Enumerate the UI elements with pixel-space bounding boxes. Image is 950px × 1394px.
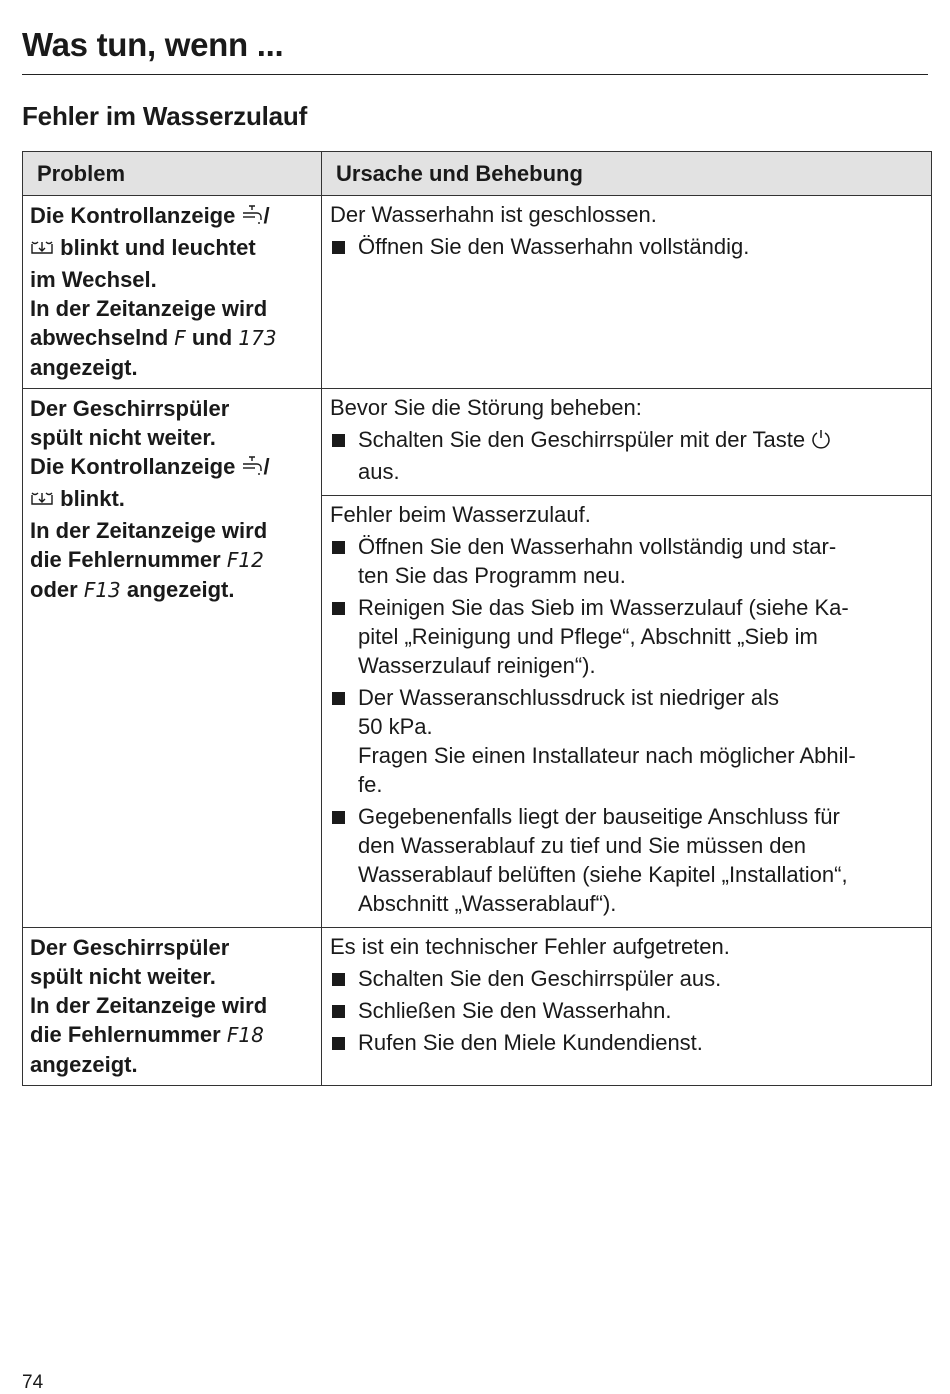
bullet-item: Schalten Sie den Geschirrspüler aus. [330, 964, 923, 993]
bullet-line: Fragen Sie einen Installateur nach möglicher Abhil- [358, 743, 856, 768]
display-code: F13 [83, 578, 121, 602]
problem-text: die Fehlernummer [30, 1022, 221, 1047]
problem-text: Der Geschirrspüler [30, 935, 230, 960]
cause-intro: Der Wasserhahn ist geschlossen. [330, 202, 657, 227]
bullet-item [330, 425, 923, 486]
cause-cell [322, 196, 932, 389]
cause-cell [322, 389, 932, 496]
cause-cell [322, 928, 932, 1086]
table-header-row [23, 152, 932, 196]
bullet-line: Reinigen Sie das Sieb im Wasserzulauf (siehe Ka- [358, 595, 849, 620]
problem-text: Der Geschirrspüler [30, 396, 230, 421]
bullet-text: aus. [358, 459, 400, 484]
slash-text: / [263, 454, 270, 479]
cause-intro: Es ist ein technischer Fehler aufgetreten. [330, 934, 730, 959]
problem-text: In der Zeitanzeige wird [30, 993, 268, 1018]
bullet-item: Schließen Sie den Wasserhahn. [330, 996, 923, 1025]
bullet-item: Öffnen Sie den Wasserhahn vollständig. [330, 232, 923, 261]
display-code: F12 [226, 548, 264, 572]
water-tap-icon [241, 455, 263, 484]
section-title: Fehler im Wasserzulauf [22, 101, 308, 131]
bullet-line: den Wasserablauf zu tief und Sie müssen den [358, 833, 807, 858]
bullet-item: Rufen Sie den Miele Kundendienst. [330, 1028, 923, 1057]
problem-text: die Fehlernummer [30, 547, 221, 572]
water-drain-icon [30, 487, 54, 516]
problem-text: oder [30, 577, 78, 602]
cause-intro: Bevor Sie die Störung beheben: [330, 395, 642, 420]
problem-text: blinkt und leuchtet [60, 235, 256, 260]
bullet-line: pitel „Reinigung und Pflege“, Abschnitt „Sieb im [358, 624, 818, 649]
table-row [23, 928, 932, 1086]
problem-text: spült nicht weiter. [30, 425, 216, 450]
troubleshooting-table [22, 151, 932, 1086]
bullet-line: fe. [358, 772, 383, 797]
water-tap-icon [241, 204, 263, 233]
cause-intro: Fehler beim Wasserzulauf. [330, 502, 591, 527]
display-code: F18 [226, 1023, 264, 1047]
table-row [23, 389, 932, 496]
page-number: 74 [22, 1372, 44, 1393]
problem-text: angezeigt. [30, 355, 138, 380]
display-code: 173 [238, 326, 277, 350]
problem-text: Die Kontrollanzeige [30, 454, 236, 479]
power-icon [811, 428, 831, 457]
bullet-line: ten Sie das Programm neu. [358, 563, 626, 588]
bullet-line: Wasserablauf belüften (siehe Kapitel „Installation“, [358, 862, 848, 887]
bullet-item [330, 532, 923, 590]
problem-text: spült nicht weiter. [30, 964, 216, 989]
problem-text: angezeigt. [30, 1052, 138, 1077]
problem-text: In der Zeitanzeige wird [30, 296, 268, 321]
problem-cell [23, 928, 322, 1086]
bullet-item [330, 593, 923, 680]
bullet-line: 50 kPa. [358, 714, 433, 739]
bullet-item [330, 683, 923, 799]
bullet-line: Öffnen Sie den Wasserhahn vollständig und star- [358, 534, 837, 559]
problem-text: In der Zeitanzeige wird [30, 518, 268, 543]
bullet-line: Abschnitt „Wasserablauf“). [358, 891, 617, 916]
problem-text: abwechselnd [30, 325, 169, 350]
problem-cell [23, 389, 322, 928]
problem-text: und [191, 325, 233, 350]
problem-text: blinkt. [60, 486, 125, 511]
problem-text: Die Kontrollanzeige [30, 203, 236, 228]
problem-text: angezeigt. [126, 577, 235, 602]
water-drain-icon [30, 236, 54, 265]
slash-text: / [263, 203, 270, 228]
column-header-cause: Ursache und Behebung [322, 152, 932, 196]
bullet-line: Der Wasseranschlussdruck ist niedriger als [358, 685, 779, 710]
page-title: Was tun, wenn ... [22, 26, 928, 75]
bullet-text: Schalten Sie den Geschirrspüler mit der Taste [358, 427, 806, 452]
column-header-problem: Problem [23, 152, 322, 196]
cause-cell [322, 496, 932, 928]
problem-text: im Wechsel. [30, 267, 157, 292]
table-row [23, 196, 932, 389]
display-code: F [174, 326, 186, 350]
problem-cell [23, 196, 322, 389]
bullet-item [330, 802, 923, 918]
bullet-line: Gegebenenfalls liegt der bauseitige Anschluss für [358, 804, 840, 829]
bullet-line: Wasserzulauf reinigen“). [358, 653, 596, 678]
